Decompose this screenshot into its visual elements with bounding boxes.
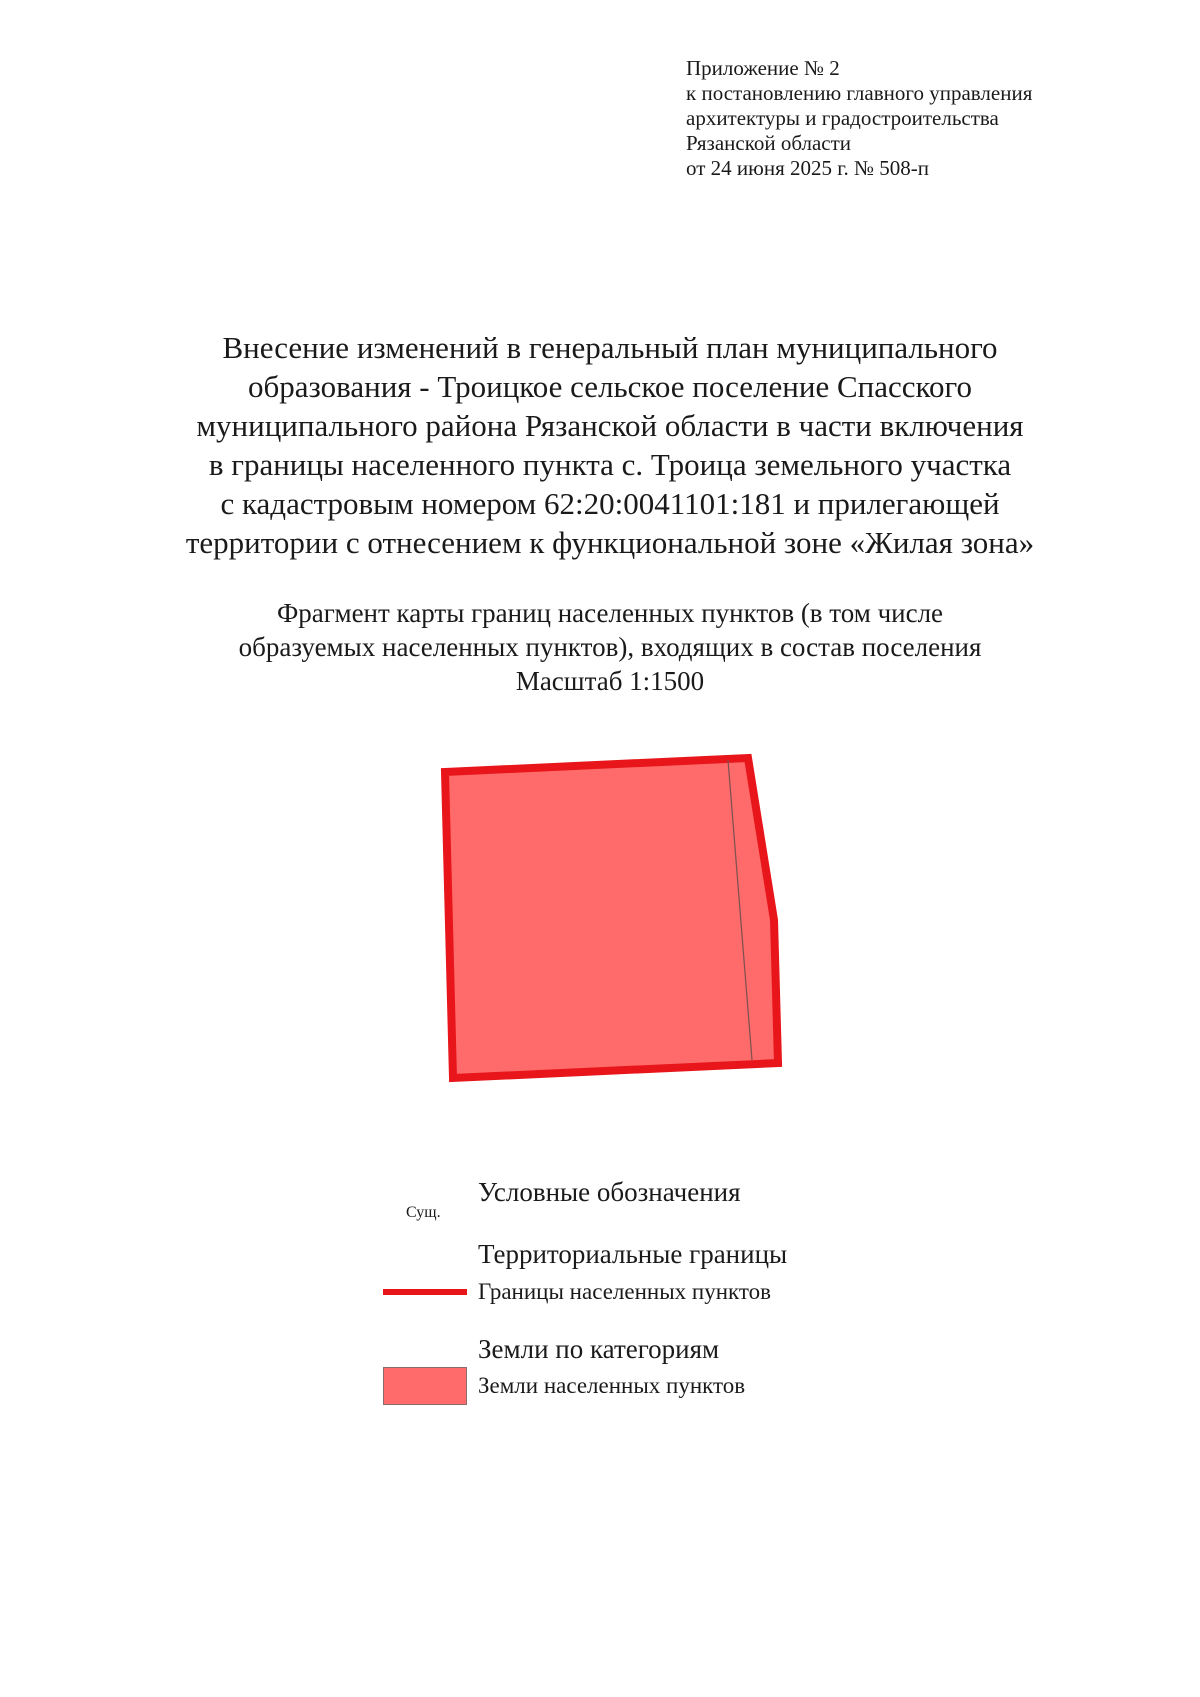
legend-section-lands: Земли по категориям [478, 1334, 720, 1364]
map-scale: Масштаб 1:1500 [515, 666, 705, 696]
subtitle-line: образуемых населенных пунктов), входящих в состав поселения [238, 632, 982, 662]
title-line: образования - Троицкое сельское поселение Спасского [248, 369, 972, 404]
appendix-line: от 24 июня 2025 г. № 508-п [686, 156, 929, 180]
title-line: территории с отнесением к функциональной зоне «Жилая зона» [185, 525, 1035, 560]
title-line: с кадастровым номером 62:20:0041101:181 и прилегающей [220, 486, 1000, 521]
appendix-line: к постановлению главного управления [686, 81, 1033, 105]
appendix-line: Рязанской области [686, 131, 852, 155]
land-fill-swatch [383, 1367, 467, 1405]
boundary-line-swatch [383, 1289, 467, 1295]
legend-item-boundary: Границы населенных пунктов [478, 1279, 772, 1304]
subtitle-line: Фрагмент карты границ населенных пунктов (в том числе [276, 598, 944, 628]
legend-item-lands: Земли населенных пунктов [478, 1373, 746, 1398]
appendix-line: архитектуры и градостроительства [686, 106, 999, 130]
legend-heading: Условные обозначения [478, 1177, 741, 1207]
appendix-line: Приложение № 2 [686, 56, 840, 80]
title-line: муниципального района Рязанской области в части включения [196, 408, 1024, 443]
legend-section-boundaries: Территориальные границы [478, 1239, 788, 1269]
title-line: Внесение изменений в генеральный план муниципального [222, 330, 998, 365]
legend-note: Сущ. [406, 1204, 441, 1221]
settlement-land-parcel [445, 758, 778, 1078]
title-line: в границы населенного пункта с. Троица земельного участка [208, 447, 1012, 482]
